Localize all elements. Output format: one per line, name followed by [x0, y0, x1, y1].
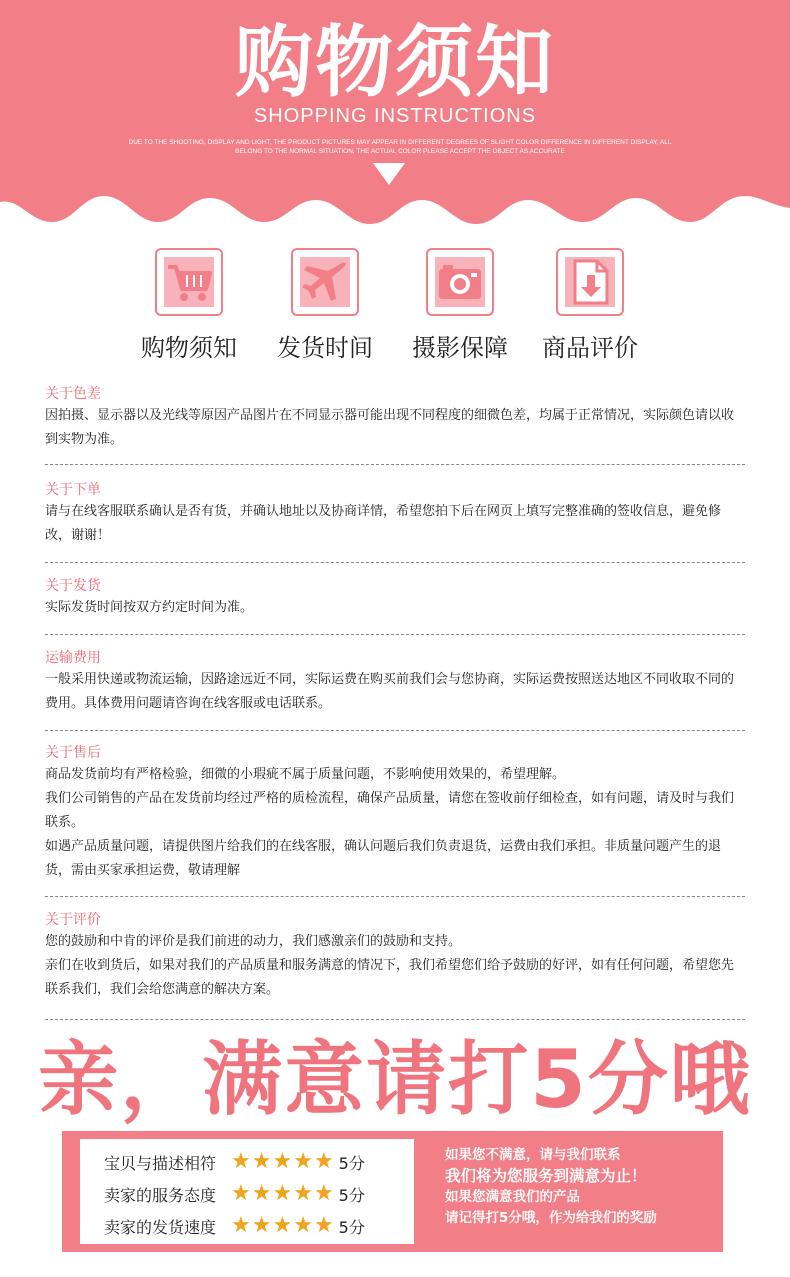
rating-score: 5分 [338, 1153, 365, 1173]
section-ordering [45, 480, 745, 548]
section-reviews [45, 910, 745, 1002]
category-label: 商品评价 [542, 334, 638, 362]
section-paragraph: 请与在线客服联系确认是否有货，并确认地址以及协商详情，希望您拍下后在网页上填写完整准确的签收信息，避免修改，谢谢！ [45, 504, 722, 543]
page-title: 购物须知 [234, 18, 555, 108]
star-icon: ★ [293, 1181, 313, 1206]
disclaimer-line-2: BELONG TO THE NORMAL SITUATION, THE ACTUAL COLOR PLEASE ACCEPT THE OBJECT AS ACCURATE [235, 148, 565, 155]
star-rating [231, 1182, 335, 1206]
section-paragraph: 商品发货前均有严格检验，细微的小瑕疵不属于质量问题，不影响使用效果的，希望理解。 [45, 767, 566, 782]
section-paragraph: 亲们在收到货后，如果对我们的产品质量和服务满意的情况下，我们希望您们给予鼓励的好评，如有任何问题，希望您先联系我们，我们会给您满意的解决方案。 [45, 958, 735, 997]
category-label: 发货时间 [277, 334, 373, 362]
rating-messages [445, 1145, 715, 1229]
section-paragraph: 如遇产品质量问题，请提供图片给我们的在线客服，确认问题后我们负责退货，运费由我们承担。非质量问题产生的退货，需由买家承担运费，敬请理解 [45, 839, 722, 878]
section-after-sales [45, 743, 745, 883]
star-icon: ★ [251, 1181, 272, 1206]
section-shipping-cost [45, 648, 745, 716]
divider [45, 562, 745, 563]
star-icon: ★ [231, 1149, 251, 1174]
rating-row [104, 1179, 365, 1209]
section-color-difference [45, 384, 745, 452]
section-body [45, 930, 745, 1002]
five-star-request-banner: 亲，满意请打5分哦 [38, 1033, 752, 1126]
section-title: 运输费用 [45, 650, 101, 666]
divider [45, 896, 745, 897]
section-paragraph: 一般采用快递或物流运输，因路途远近不同，实际运费在购买前我们会与您协商，实际运费按照送达地区不同收取不同的费用。具体费用问题请咨询在线客服或电话联系。 [45, 672, 735, 711]
category-product-review [520, 248, 660, 363]
document-download-icon [556, 248, 624, 316]
section-title: 关于售后 [45, 745, 101, 761]
star-icon: ★ [313, 1149, 334, 1174]
category-label: 摄影保障 [412, 334, 508, 362]
star-icon: ★ [293, 1213, 313, 1238]
section-title: 关于发货 [45, 578, 101, 594]
rating-score: 5分 [338, 1185, 365, 1205]
page-subtitle: SHOPPING INSTRUCTIONS [253, 105, 537, 127]
section-body [45, 596, 745, 620]
rating-label: 卖家的服务态度 [104, 1185, 217, 1205]
star-icon: ★ [251, 1149, 272, 1174]
star-icon: ★ [231, 1181, 251, 1206]
category-photography [390, 248, 530, 363]
star-icon: ★ [272, 1213, 293, 1238]
divider [45, 1019, 745, 1020]
category-label: 购物须知 [141, 334, 237, 362]
star-icon: ★ [272, 1181, 293, 1206]
section-title: 关于评价 [45, 912, 101, 928]
shopping-cart-icon [155, 248, 223, 316]
section-body [45, 500, 745, 548]
rating-panel [62, 1131, 723, 1252]
divider [45, 634, 745, 635]
star-icon: ★ [251, 1213, 272, 1238]
section-title: 关于下单 [45, 482, 101, 498]
divider [45, 730, 745, 731]
rating-label: 卖家的发货速度 [104, 1217, 217, 1237]
section-body [45, 763, 745, 883]
rating-label: 宝贝与描述相符 [104, 1153, 217, 1173]
rating-row [104, 1211, 365, 1241]
header-banner [0, 0, 790, 230]
info-category-icons [0, 248, 790, 362]
section-body [45, 668, 745, 716]
color-disclaimer [120, 138, 680, 156]
rating-row [104, 1147, 365, 1177]
rating-message: 请记得打5分哦，作为给我们的奖励 [445, 1210, 657, 1226]
section-body [45, 404, 745, 452]
category-shopping-notes [119, 248, 259, 363]
rating-message: 如果您满意我们的产品 [445, 1189, 580, 1205]
section-paragraph: 实际发货时间按双方约定时间为准。 [45, 600, 254, 615]
section-paragraph: 因拍摄、显示器以及光线等原因产品图片在不同显示器可能出现不同程度的细微色差，均属于正常情况，实际颜色请以收到实物为准。 [45, 408, 735, 447]
star-rating [231, 1214, 335, 1238]
down-arrow-icon [373, 163, 405, 185]
rating-message: 如果您不满意，请与我们联系 [445, 1147, 621, 1163]
section-title: 关于色差 [45, 386, 101, 402]
airplane-icon [291, 248, 359, 316]
camera-icon [426, 248, 494, 316]
star-icon: ★ [231, 1213, 251, 1238]
category-shipping-time [255, 248, 395, 363]
section-paragraph: 您的鼓励和中肯的评价是我们前进的动力，我们感激亲们的鼓励和支持。 [45, 934, 462, 949]
rating-message: 我们将为您服务到满意为止！ [445, 1167, 647, 1185]
rating-score: 5分 [338, 1217, 365, 1237]
star-rating [231, 1150, 335, 1174]
section-paragraph: 我们公司销售的产品在发货前均经过严格的质检流程，确保产品质量，请您在签收前仔细检查，如有问题，请及时与我们联系。 [45, 791, 735, 830]
disclaimer-line-1: DUE TO THE SHOOTING, DISPLAY AND LIGHT, THE PRODUCT PICTURES MAY APPEAR IN DIFFERENT DEGREES OF SLIGHT COLOR DIFFERENCE IN DIFFERENT DISPLAY, ALL [128, 139, 672, 146]
star-icon: ★ [293, 1149, 313, 1174]
star-icon: ★ [272, 1149, 293, 1174]
divider [45, 464, 745, 465]
star-icon: ★ [313, 1213, 334, 1238]
section-shipping [45, 576, 745, 620]
star-icon: ★ [313, 1181, 334, 1206]
rating-card [80, 1139, 414, 1244]
